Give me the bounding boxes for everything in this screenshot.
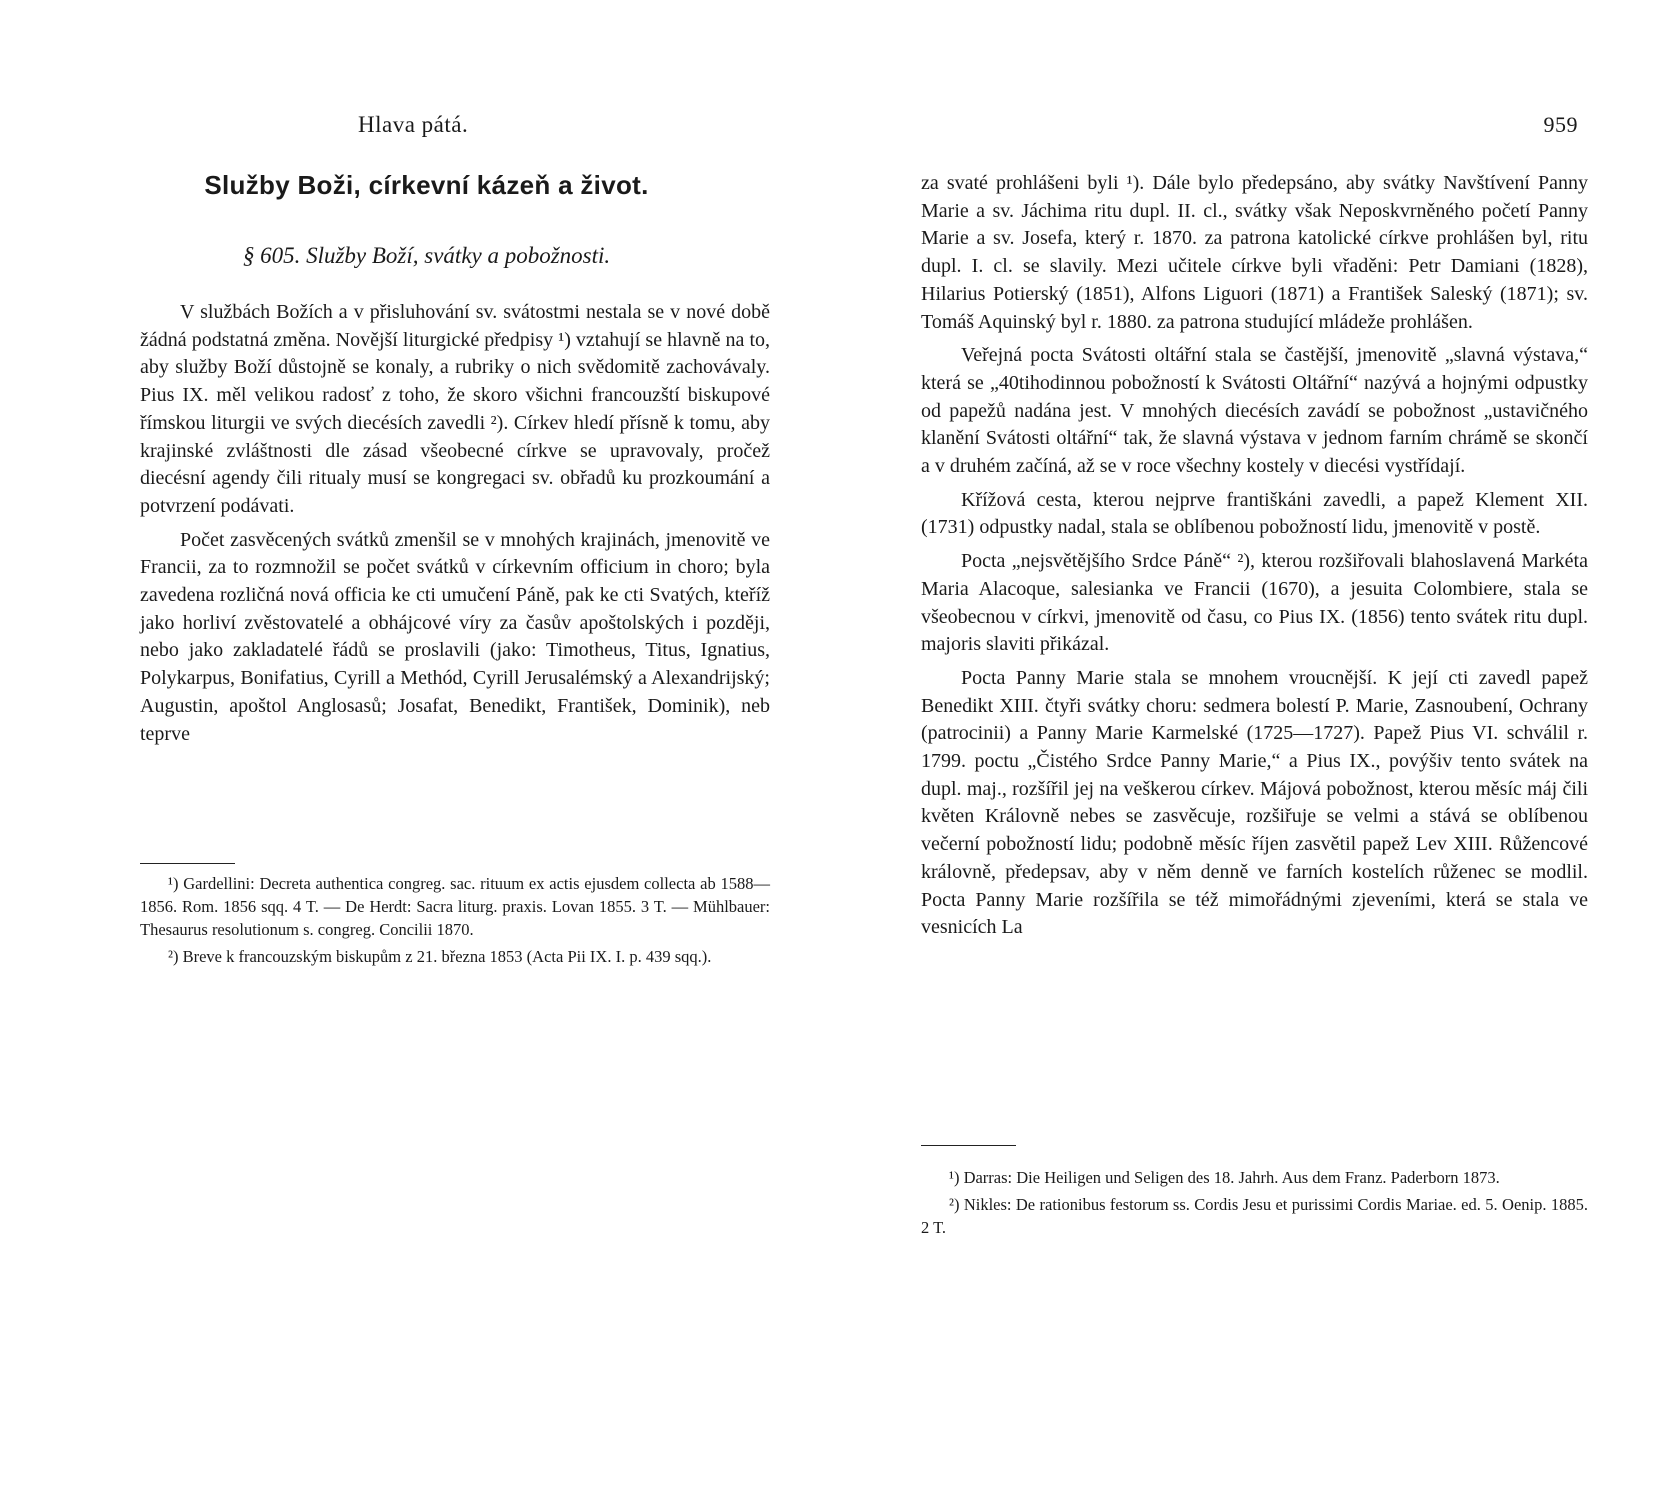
- paragraph: Pocta Panny Marie stala se mnohem vroucnější. K její cti zavedl papež Benedikt XIII. čtyři svátky choru: sedmera bolestí P. Marie, Zasnoubení, Ochrany (patrocinii) a Panny Marie Karmelské (1725—1727). Papež Pius VI. schválil r. 1799. poctu „Čistého Srdce Panny Marie,“ a Pius IX., povýšiv tento svátek na dupl. maj., rozšířil jej na veškerou církev. Májová pobožnost, kterou měsíc máj čili květen Královně nebes se zasvěcuje, rozšiřuje se velmi a stává se oblíbenou večerní pobožností lidu; podobně měsíc říjen zasvětil papež Lev XIII. Růžencové královně, předepsav, aby v něm denně ve farních kostelích růženec se modlil. Pocta Panny Marie rozšířila se též mimořádnými zjeveními, která se stala ve vesnicích La: [921, 666, 1588, 939]
- paragraph: Veřejná pocta Svátosti oltářní stala se častější, jmenovitě „slavná výstava,“ která se „40tihodinnou pobožností k Svátosti Oltářní“ nazývá a hojnými odpustky od papežů nadána jest. V mnohých diecésích zavádí se pobožnost „ustavičného klanění Svátosti oltářní“ tak, že slavná výstava v jednom farním chrámě se skončí a v druhém začíná, až se v roce všechny kostely v diecési vystřídají.: [921, 344, 1588, 478]
- footnote-rule: [140, 863, 235, 864]
- paragraph: V službách Božích a v přisluhování sv. svátostmi nestala se v nové době žádná podstatná změna. Novější liturgické předpisy ¹) vztahují se hlavně na to, aby služby Boží důstojně se konaly, a rubriky o nich svědomitě zachovávaly. Pius IX. měl velikou radosť z toho, že skoro všichni francouzští biskupové římskou liturgii ve svých diecésích zavedli ²). Církev hledí přísně k tomu, aby krajinské zvláštnosti dle zásad všeobecné církve se upravovaly, pročež diecésní agendy čili ritualy musí se kongregaci sv. obřadů ku prozkoumání a potvrzení podávati.: [140, 301, 770, 517]
- running-head: Hlava pátá.: [358, 112, 469, 137]
- footnote: ¹) Gardellini: Decreta authentica congreg. sac. rituum ex actis ejusdem collecta ab 1588—1856. Rom. 1856 sqq. 4 T. — De Herdt: Sacra liturg. praxis. Lovan 1855. 3 T. — Mühlbauer: Thesaurus resolutionum s. congreg. Concilii 1870.: [140, 874, 770, 939]
- footnote-rule: [921, 1145, 1016, 1146]
- section-heading: § 605. Služby Boží, svátky a pobožnosti.: [242, 243, 611, 268]
- footnote: ²) Nikles: De rationibus festorum ss. Cordis Jesu et purissimi Cordis Mariae. ed. 5. Oenip. 1885. 2 T.: [921, 1195, 1588, 1237]
- paragraph: Křížová cesta, kterou nejprve františkáni zavedli, a papež Klement XII. (1731) odpustky nadal, stala se oblíbenou pobožností lidu, jmenovitě v postě.: [921, 488, 1588, 539]
- right-footnotes: [921, 1166, 1588, 1243]
- page-number: 959: [1543, 112, 1578, 137]
- right-page: [839, 0, 1678, 1500]
- paragraph: Počet zasvěcených svátků zmenšil se v mnohých krajinách, jmenovitě ve Francii, za to rozmnožil se počet svátků v církevním officium in choro; byla zavedena rozličná nová officia ke cti umučení Páně, pak ke cti Svatých, kteříž jako horliví zvěstovatelé a obhájcové víry za časův apoštolských i později, nebo jako zakladatelé řádů se proslavili (jako: Timotheus, Titus, Ignatius, Polykarpus, Bonifatius, Cyrill a Methód, Cyrill Jerusalémský a Alexandrijský; Augustin, apoštol Anglosasů; Josafat, Benedikt, František, Dominik), neb teprve: [140, 528, 770, 745]
- left-body-text: [140, 299, 770, 748]
- footnote: ¹) Darras: Die Heiligen und Seligen des 18. Jahrh. Aus dem Franz. Paderborn 1873.: [949, 1168, 1500, 1187]
- footnote: ²) Breve k francouzským biskupům z 21. března 1853 (Acta Pii IX. I. p. 439 sqq.).: [168, 947, 712, 966]
- right-body-text: [921, 170, 1588, 942]
- paragraph: Pocta „nejsvětějšího Srdce Páně“ ²), kterou rozšiřovali blahoslavená Markéta Maria Alacoque, salesianka ve Francii (1670), a jesuita Colombiere, stala se všeobecnou v církvi, jmenovitě od času, co Pius IX. (1856) tento svátek ritu dupl. majoris slaviti přikázal.: [921, 550, 1588, 656]
- left-footnotes: [140, 872, 770, 972]
- paragraph: za svaté prohlášeni byli ¹). Dále bylo předepsáno, aby svátky Navštívení Panny Marie a sv. Jáchima ritu dupl. II. cl., svátky však Neposkvrněného početí Panny Marie a sv. Josefa, který r. 1870. za patrona katolické církve prohlášen byl, ritu dupl. I. cl. se slavily. Mezi učitele církve byli vřaděni: Petr Damiani (1828), Hilarius Potierský (1851), Alfons Liguori (1871) a František Saleský (1871); sv. Tomáš Aquinský byl r. 1880. za patrona studující mládeže prohlášen.: [921, 172, 1588, 333]
- chapter-title: Služby Boži, církevní kázeň a život.: [204, 170, 649, 200]
